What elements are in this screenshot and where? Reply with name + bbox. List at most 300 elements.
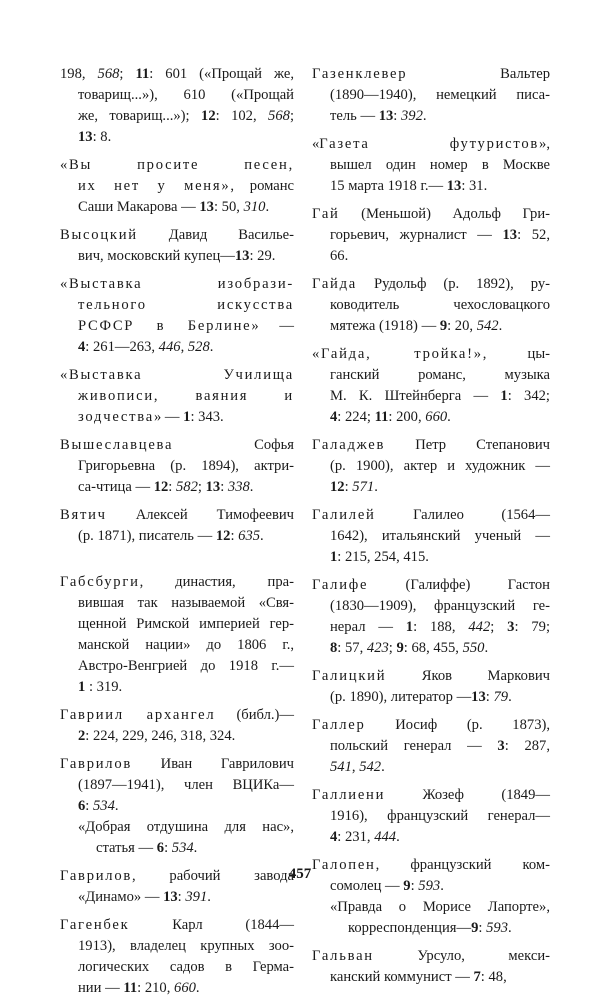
entry-text: : 48,	[480, 969, 507, 985]
entry-text: ;	[197, 479, 206, 495]
headword: их нет у меня»	[78, 178, 231, 194]
entry-text: .	[195, 980, 200, 996]
entry-line	[312, 407, 550, 428]
entry-text: ганский романс, музыка	[330, 367, 550, 383]
headword: Гаврилов	[60, 756, 133, 772]
headword: Гавриил архангел	[60, 707, 216, 723]
index-entry	[312, 274, 550, 337]
entry-text: М. К. Штейнберга —	[330, 388, 501, 404]
headword: Галилей	[312, 507, 376, 523]
index-entry	[312, 505, 550, 568]
entry-line	[312, 827, 550, 848]
entry-text: .	[265, 199, 270, 215]
headword: Галлиени	[312, 787, 386, 803]
entry-text: сомолец —	[330, 878, 404, 894]
entry-line	[312, 316, 550, 337]
headword: живописи, ваяния и	[78, 388, 294, 404]
entry-text: вышел один номер в Москве	[330, 157, 550, 173]
page-ref-italic: 542	[476, 318, 499, 334]
entry-text: ;	[490, 619, 508, 635]
entry-text: Вальтер	[407, 66, 550, 82]
entry-line	[60, 526, 294, 547]
entry-text: щенной Римской империей гер-	[78, 616, 294, 632]
entry-text: : 68, 455,	[403, 640, 463, 656]
entry-text: Жозеф (1849—	[385, 787, 550, 803]
entry-text: Австро-Венгрией до 1918 г.—	[78, 658, 294, 674]
headword: «Вы просите песен,	[60, 157, 294, 173]
entry-text: товарищ...»), 610 («Прощай	[78, 87, 294, 103]
entry-text: .	[207, 889, 211, 905]
volume-number: 13	[199, 199, 214, 215]
headword: зодчества	[78, 409, 154, 425]
entry-text: :	[164, 840, 172, 856]
entry-text: корреспонденция—	[348, 920, 472, 936]
entry-line	[312, 274, 550, 295]
entry-text: :	[393, 108, 401, 124]
headword: Галопен	[312, 857, 376, 873]
entry-line	[312, 757, 550, 778]
volume-number: 11	[374, 409, 389, 425]
entry-text: «Правда о Морисе Лапорте»,	[330, 899, 550, 915]
entry-line	[60, 936, 294, 957]
entry-text: .	[209, 339, 214, 355]
volume-number: 13	[446, 178, 462, 194]
volume-number: 2	[78, 728, 86, 744]
page-ref-italic: 534	[93, 798, 115, 814]
page-ref-italic: 423	[366, 640, 389, 656]
entry-text: Софья	[173, 437, 294, 453]
sub-entry-line	[330, 897, 550, 918]
index-entry	[60, 365, 294, 428]
entry-line	[60, 456, 294, 477]
entry-text: вившая так называемой «Свя-	[78, 595, 294, 611]
entry-line	[60, 127, 294, 148]
index-entry	[312, 666, 550, 708]
entry-line	[312, 64, 550, 85]
entry-text: (1890—1940), немецкий писа-	[330, 87, 550, 103]
entry-text: : 287,	[504, 738, 550, 754]
volume-number: 12	[330, 479, 345, 495]
entry-text: : 224;	[337, 409, 375, 425]
entry-text: «	[312, 136, 320, 152]
entry-text: манской нации» до 1806 г.,	[78, 637, 294, 653]
entry-text: : 215, 254, 415.	[337, 549, 429, 565]
entry-text: :	[168, 479, 176, 495]
volume-number: 6	[156, 840, 165, 856]
entry-text: канский коммунист —	[330, 969, 474, 985]
entry-text: нерал —	[330, 619, 406, 635]
entry-line	[312, 456, 550, 477]
index-entry	[312, 134, 550, 197]
entry-line	[312, 666, 550, 687]
entry-line	[60, 365, 294, 386]
entry-line	[60, 754, 294, 775]
entry-text: тель —	[330, 108, 379, 124]
entry-line	[60, 887, 294, 908]
volume-number: 3	[497, 738, 505, 754]
entry-text: .	[374, 479, 378, 495]
entry-text: .	[396, 829, 400, 845]
volume-number: 7	[473, 969, 481, 985]
page-ref-italic: 582	[176, 479, 198, 495]
index-entry	[312, 715, 550, 778]
entry-text: Яков Маркович	[386, 668, 550, 684]
entry-text: Саши Макарова —	[78, 199, 200, 215]
entry-text: »,	[539, 136, 550, 152]
entry-text: , династия, пра-	[139, 574, 294, 590]
entry-line	[60, 246, 294, 267]
entry-line	[312, 806, 550, 827]
page-ref-italic: 593	[418, 878, 441, 894]
volume-number: 1	[500, 388, 508, 404]
index-column-right	[312, 64, 550, 995]
entry-line	[60, 225, 294, 246]
entry-text: мятежа (1918) —	[330, 318, 440, 334]
volume-number: 13	[163, 889, 178, 905]
entry-text: Карл (1844—	[129, 917, 294, 933]
index-entry	[60, 155, 294, 218]
volume-number: 1	[183, 409, 191, 425]
entry-text: .	[381, 759, 385, 775]
volume-number: 1	[330, 549, 338, 565]
headword: Галицкий	[312, 668, 387, 684]
entry-line	[312, 204, 550, 225]
volume-number: 13	[78, 129, 93, 145]
entry-line	[60, 106, 294, 127]
volume-number: 6	[78, 798, 86, 814]
entry-line	[312, 617, 550, 638]
headword: Гагенбек	[60, 917, 130, 933]
headword: тельного искусства	[78, 297, 294, 313]
entry-text: : 319.	[85, 679, 123, 695]
page-ref-italic: 568	[97, 66, 120, 82]
volume-number: 12	[201, 108, 216, 124]
entry-text: Иосиф (р. 1873),	[365, 717, 550, 733]
page-number: 457	[288, 866, 312, 882]
volume-number: 13	[234, 248, 250, 264]
entry-line	[60, 677, 294, 698]
entry-line	[312, 715, 550, 736]
entry-text: ;	[388, 640, 397, 656]
index-entry	[312, 435, 550, 498]
headword: Гаврилов	[60, 868, 133, 884]
page-ref-italic: 660	[425, 409, 448, 425]
headword: Гальван	[312, 948, 374, 964]
entry-text: «Динамо» —	[78, 889, 164, 905]
entry-text: Петр Степанович	[385, 437, 550, 453]
entry-text: (библ.)—	[215, 707, 294, 723]
entry-text: 15 марта 1918 г.—	[330, 178, 447, 194]
index-entry	[312, 64, 550, 127]
volume-number: 4	[78, 339, 86, 355]
entry-line	[60, 957, 294, 978]
entry-text: Иван Гаврилович	[132, 756, 294, 772]
entry-text: :	[344, 479, 353, 495]
entry-line	[312, 575, 550, 596]
entry-line	[60, 915, 294, 936]
entry-line	[60, 295, 294, 316]
entry-line	[312, 85, 550, 106]
entry-line	[60, 155, 294, 176]
volume-number: 1	[78, 679, 86, 695]
index-entry	[312, 785, 550, 848]
entry-text: :	[220, 479, 228, 495]
entry-line	[60, 386, 294, 407]
entry-text: : 50,	[213, 199, 244, 215]
entry-line	[312, 225, 550, 246]
entry-line	[60, 614, 294, 635]
entry-text: 66.	[330, 248, 349, 264]
section-gap	[60, 554, 294, 572]
entry-text: 198,	[60, 66, 98, 82]
entry-line	[60, 274, 294, 295]
index-entry	[60, 572, 294, 698]
index-entry	[60, 915, 294, 999]
entry-line	[312, 295, 550, 316]
entry-line	[312, 505, 550, 526]
page-ref-italic: 391	[185, 889, 208, 905]
entry-line	[60, 477, 294, 498]
entry-text: горьевич, журналист —	[330, 227, 503, 243]
index-entry	[312, 204, 550, 267]
entry-text: : 57,	[337, 640, 367, 656]
entry-text: : 8.	[92, 129, 112, 145]
volume-number: 9	[403, 878, 411, 894]
headword: Вышеславцева	[60, 437, 174, 453]
entry-line	[312, 155, 550, 176]
entry-text: (1830—1909), французский ге-	[330, 598, 550, 614]
entry-text: .	[260, 528, 264, 544]
entry-line	[60, 64, 294, 85]
volume-number: 11	[135, 66, 150, 82]
entry-text: : 342;	[507, 388, 550, 404]
volume-number: 4	[330, 409, 338, 425]
entry-text: (Галиффе) Гастон	[368, 577, 550, 593]
entry-text: » —	[153, 409, 184, 425]
sub-entry	[312, 897, 550, 939]
entry-text: :	[485, 689, 494, 705]
entry-text: :	[230, 528, 239, 544]
entry-line	[60, 775, 294, 796]
entry-text: 1913), владелец крупных зоо-	[78, 938, 294, 954]
entry-text: .	[422, 108, 427, 124]
entry-line	[312, 344, 550, 365]
index-entry	[312, 946, 550, 988]
entry-text: :	[177, 889, 186, 905]
volume-number: 1	[405, 619, 414, 635]
volume-number: 9	[396, 640, 404, 656]
index-entry	[60, 435, 294, 498]
entry-text: : 79;	[514, 619, 551, 635]
entry-text: Алексей Тимофеевич	[106, 507, 294, 523]
headword: Габсбурги	[60, 574, 140, 590]
entry-line	[312, 526, 550, 547]
entry-text: : 343.	[190, 409, 224, 425]
entry-line	[60, 726, 294, 747]
entry-text: Урсуло, мекси-	[373, 948, 550, 964]
entry-text: .	[440, 878, 444, 894]
entry-text: Рудольф (р. 1892), ру-	[357, 276, 550, 292]
headword: Гай	[312, 206, 340, 222]
entry-text: .	[484, 640, 489, 656]
entry-line	[312, 547, 550, 568]
headword: «Гайда, тройка!»	[312, 346, 483, 362]
page-ref-italic: 550	[462, 640, 485, 656]
entry-line	[60, 337, 294, 358]
entry-text: :	[478, 920, 487, 936]
entry-text: (р. 1890), литератор —	[330, 689, 472, 705]
entry-text: : 102,	[215, 108, 269, 124]
page-ref-italic: 660	[174, 980, 196, 996]
entry-text: вич, московский купец—	[78, 248, 235, 264]
entry-line	[312, 596, 550, 617]
volume-number: 13	[471, 689, 486, 705]
entry-line	[312, 477, 550, 498]
entry-text: нии —	[78, 980, 124, 996]
entry-text: : 20,	[447, 318, 477, 334]
index-entry	[312, 344, 550, 428]
entry-line	[312, 134, 550, 155]
index-column-left	[60, 64, 294, 1006]
entry-text: , цы-	[482, 346, 550, 362]
entry-text: .	[249, 479, 254, 495]
entry-text: .	[508, 689, 512, 705]
entry-line	[60, 635, 294, 656]
entry-text: ководитель чехословацкого	[330, 297, 550, 313]
volume-number: 12	[215, 528, 231, 544]
entry-text: : 224, 229, 246, 318, 324.	[85, 728, 236, 744]
index-entry	[60, 754, 294, 859]
entry-text: 1642), итальянский ученый —	[330, 528, 550, 544]
entry-line	[60, 316, 294, 337]
volume-number: 9	[471, 920, 479, 936]
page-ref-italic: 446	[158, 339, 181, 355]
page-ref-italic: 593	[486, 920, 509, 936]
headword: Галифе	[312, 577, 369, 593]
page-ref-italic: 79	[493, 689, 509, 705]
sub-entry-line	[330, 918, 550, 939]
entry-text: (р. 1871), писатель —	[78, 528, 216, 544]
index-entry	[60, 505, 294, 547]
entry-text: .	[498, 318, 503, 334]
entry-text: «Добрая отдушина для нас»,	[78, 819, 294, 835]
page-ref-italic: 310	[243, 199, 266, 215]
headword: Галлер	[312, 717, 366, 733]
headword: Вятич	[60, 507, 107, 523]
entry-text: : 601 («Прощай же,	[149, 66, 294, 82]
entry-text: : 200,	[388, 409, 426, 425]
page-ref-italic: 541	[330, 759, 352, 775]
entry-text: , романс	[230, 178, 295, 194]
entry-text: : 261—263,	[85, 339, 159, 355]
index-entry	[60, 274, 294, 358]
sub-entry-line	[78, 838, 294, 859]
entry-line	[312, 365, 550, 386]
sub-entry-line	[78, 817, 294, 838]
headword: Газета футуристов	[319, 136, 540, 152]
entry-text: ;	[119, 66, 136, 82]
page-ref-italic: 635	[238, 528, 261, 544]
entry-line	[312, 638, 550, 659]
headword: Галаджев	[312, 437, 386, 453]
entry-text: » —	[251, 318, 294, 334]
entry-text: : 210,	[137, 980, 175, 996]
page-ref-italic: 442	[468, 619, 491, 635]
entry-line	[312, 687, 550, 708]
entry-line	[312, 967, 550, 988]
page-ref-italic: 568	[268, 108, 290, 124]
entry-line	[312, 246, 550, 267]
index-entry	[312, 575, 550, 659]
headword: «Выставка Училища	[60, 367, 294, 383]
entry-text: , рабочий завода	[132, 868, 294, 884]
entry-line	[312, 176, 550, 197]
volume-number: 13	[378, 108, 394, 124]
entry-text: :	[410, 878, 419, 894]
headword: Гайда	[312, 276, 358, 292]
entry-text: .	[508, 920, 512, 936]
entry-text: : 231,	[337, 829, 375, 845]
entry-text: са-чтица —	[78, 479, 154, 495]
headword: РСФСР в Берлине	[78, 318, 252, 334]
entry-line	[312, 736, 550, 757]
entry-line	[60, 593, 294, 614]
entry-text: же, товарищ...»);	[78, 108, 202, 124]
entry-text: Григорьевна (р. 1894), актри-	[78, 458, 294, 474]
entry-text: (Меньшой) Адольф Гри-	[339, 206, 550, 222]
page-ref-italic: 338	[227, 479, 250, 495]
entry-line	[312, 106, 550, 127]
entry-line	[60, 176, 294, 197]
entry-line	[60, 978, 294, 999]
volume-number: 13	[502, 227, 518, 243]
index-entry	[60, 705, 294, 747]
page-ref-italic: 571	[352, 479, 375, 495]
entry-text: ,	[180, 339, 188, 355]
entry-text: (1897—1941), член ВЦИКа—	[78, 777, 294, 793]
entry-text: Давид Василье-	[137, 227, 294, 243]
headword: «Выставка изобрази-	[60, 276, 294, 292]
volume-number: 12	[153, 479, 169, 495]
volume-number: 3	[507, 619, 515, 635]
entry-text: статья —	[96, 840, 157, 856]
page-ref-italic: 534	[171, 840, 194, 856]
volume-number: 4	[330, 829, 338, 845]
entry-line	[60, 407, 294, 428]
page-ref-italic: 528	[187, 339, 210, 355]
entry-line	[312, 785, 550, 806]
entry-line	[60, 505, 294, 526]
page-ref-italic: 444	[374, 829, 397, 845]
entry-text: : 52,	[517, 227, 550, 243]
entry-line	[60, 572, 294, 593]
entry-text: польский генерал —	[330, 738, 498, 754]
entry-text: : 188,	[413, 619, 469, 635]
page-ref-italic: 392	[400, 108, 423, 124]
volume-number: 11	[123, 980, 138, 996]
entry-line	[60, 435, 294, 456]
volume-number: 9	[439, 318, 448, 334]
entry-text: ,	[351, 759, 360, 775]
index-entry	[60, 64, 294, 148]
entry-line	[312, 435, 550, 456]
entry-text: Галилео (1564—	[375, 507, 550, 523]
entry-text: (р. 1900), актер и художник —	[330, 458, 550, 474]
index-entry	[60, 225, 294, 267]
headword: Газенклевер	[312, 66, 408, 82]
entry-text: , французский ком-	[375, 857, 550, 873]
page-ref-italic: 542	[359, 759, 382, 775]
